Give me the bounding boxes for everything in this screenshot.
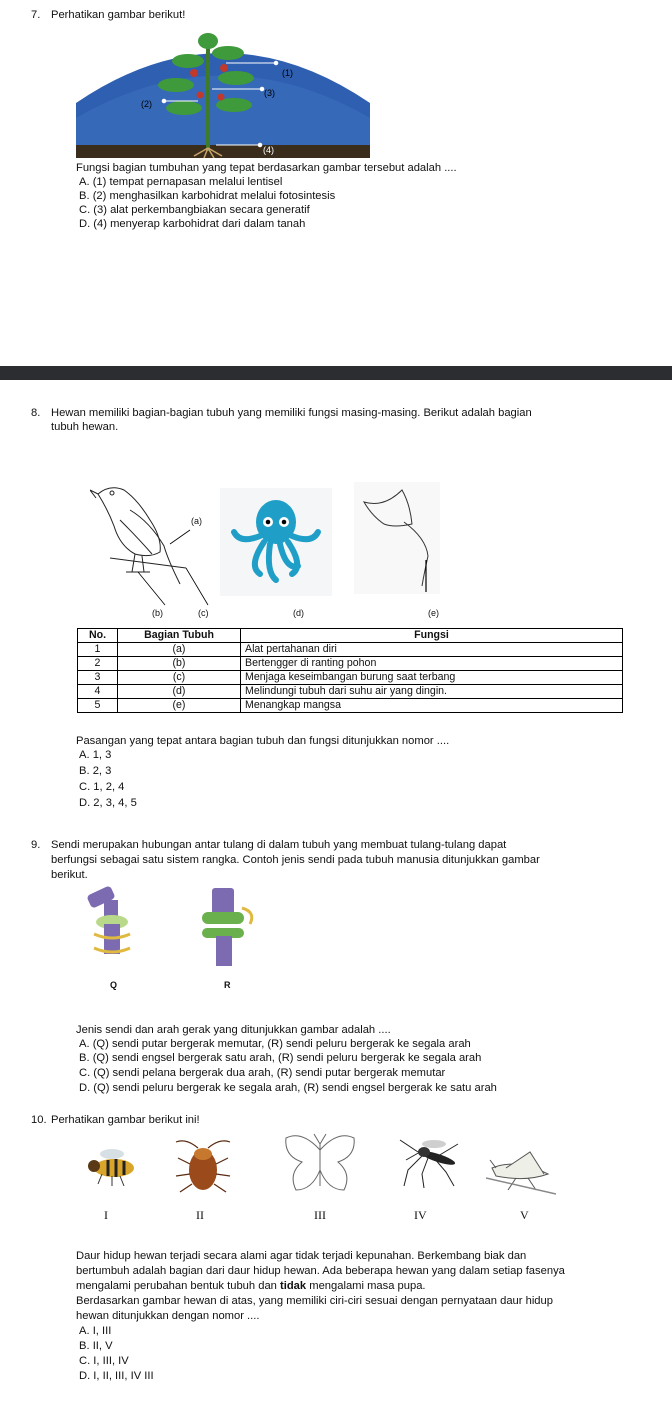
fig8-label-b: (b)	[152, 608, 163, 618]
q8-question: Pasangan yang tepat antara bagian tubuh dan fungsi ditunjukkan nomor ....	[76, 735, 450, 747]
table-cell: 4	[78, 685, 118, 699]
q9-number: 9.	[31, 839, 41, 851]
q10-para1-line3	[76, 1279, 426, 1293]
cockroach-figure	[170, 1136, 236, 1196]
q9-option-b[interactable]: B. (Q) sendi engsel bergerak satu arah, (R) sendi peluru bergerak ke segala arah	[79, 1052, 482, 1064]
q7-option-c[interactable]: C. (3) alat perkembangbiakan secara generatif	[79, 204, 310, 216]
fig8-label-a: (a)	[191, 516, 202, 526]
q7-option-d[interactable]: D. (4) menyerap karbohidrat dari dalam tanah	[79, 218, 306, 230]
grasshopper-figure	[486, 1138, 556, 1196]
label-4: (4)	[263, 145, 274, 155]
table-cell: Melindungi tubuh dari suhu air yang dingin.	[241, 685, 623, 699]
table-header-fungsi: Fungsi	[241, 629, 623, 643]
table-cell: Menjaga keseimbangan burung saat terbang	[241, 671, 623, 685]
table-row	[78, 657, 623, 671]
q8-intro-line2: tubuh hewan.	[51, 421, 119, 433]
fig8-label-d: (d)	[293, 608, 304, 618]
q9-option-a[interactable]: A. (Q) sendi putar bergerak memutar, (R) sendi peluru bergerak ke segala arah	[79, 1038, 471, 1050]
q7-intro: Perhatikan gambar berikut!	[51, 9, 186, 21]
fig10-label-2: II	[196, 1208, 204, 1222]
table-header-bagian: Bagian Tubuh	[118, 629, 241, 643]
q8-number: 8.	[31, 407, 41, 419]
table-cell: 5	[78, 699, 118, 713]
label-1: (1)	[282, 68, 293, 78]
q10-para1-line3-post: mengalami masa pupa.	[306, 1280, 426, 1292]
fungsi-table	[77, 628, 623, 713]
q8-intro-line1: Hewan memiliki bagian-bagian tubuh yang memiliki fungsi masing-masing. Berikut adalah bagian	[51, 407, 532, 419]
q10-para1-line1: Daur hidup hewan terjadi secara alami agar tidak terjadi kepunahan. Berkembang biak dan	[76, 1250, 527, 1262]
fig10-label-4: IV	[414, 1208, 427, 1222]
q10-para2-line1: Berdasarkan gambar hewan di atas, yang memiliki ciri-ciri sesuai dengan pernyataan daur hidup	[76, 1295, 553, 1307]
q8-option-c[interactable]: C. 1, 2, 4	[79, 781, 125, 793]
q10-option-b[interactable]: B. II, V	[79, 1340, 113, 1352]
q10-option-a[interactable]: A. I, III	[79, 1325, 112, 1337]
fig8-label-c: (c)	[198, 608, 209, 618]
table-cell: 2	[78, 657, 118, 671]
q8-option-d[interactable]: D. 2, 3, 4, 5	[79, 797, 137, 809]
q10-para1-line3-pre: mengalami perubahan bentuk tubuh dan	[76, 1280, 281, 1292]
q7-option-a[interactable]: A. (1) tempat pernapasan melalui lentisel	[79, 176, 283, 188]
table-header-no: No.	[78, 629, 118, 643]
q9-option-d[interactable]: D. (Q) sendi peluru bergerak ke segala arah, (R) sendi engsel bergerak ke satu arah	[79, 1082, 497, 1094]
butterfly-figure	[282, 1130, 358, 1198]
mosquito-figure	[398, 1130, 464, 1190]
q10-para1-line2: bertumbuh adalah bagian dari daur hidup hewan. Ada beberapa hewan yang dalam setiap fasenya	[76, 1265, 565, 1277]
fig10-label-3: III	[314, 1208, 326, 1222]
table-row	[78, 685, 623, 699]
q9-intro-line3: berikut.	[51, 869, 88, 881]
q9-intro-line2: berfungsi sebagai satu sistem rangka. Contoh jenis sendi pada tubuh manusia ditunjukkan gambar	[51, 854, 540, 866]
stingray-figure	[354, 482, 440, 594]
table-cell: 3	[78, 671, 118, 685]
table-cell: Menangkap mangsa	[241, 699, 623, 713]
pivot-joint-figure	[82, 884, 142, 970]
q10-number: 10.	[31, 1114, 47, 1126]
table-row	[78, 643, 623, 657]
table-cell: (e)	[118, 699, 241, 713]
table-cell: Bertengger di ranting pohon	[241, 657, 623, 671]
q7-number: 7.	[31, 9, 41, 21]
q10-intro: Perhatikan gambar berikut ini!	[51, 1114, 200, 1126]
table-row	[78, 699, 623, 713]
fig9-label-r: R	[224, 980, 231, 990]
fig8-label-e: (e)	[428, 608, 439, 618]
fig9-label-q: Q	[110, 980, 118, 990]
q10-para1-line3-bold: tidak	[280, 1280, 307, 1292]
table-header-row	[78, 629, 623, 643]
octopus-figure	[220, 488, 332, 596]
section-divider	[0, 366, 672, 380]
q9-intro-line1: Sendi merupakan hubungan antar tulang di dalam tubuh yang membuat tulang-tulang dapat	[51, 839, 507, 851]
table-cell: (c)	[118, 671, 241, 685]
table-cell: 1	[78, 643, 118, 657]
q7-question: Fungsi bagian tumbuhan yang tepat berdasarkan gambar tersebut adalah ....	[76, 162, 457, 174]
bird-figure	[90, 480, 215, 615]
hinge-joint-figure	[192, 884, 262, 970]
q10-option-d[interactable]: D. I, II, III, IV III	[79, 1370, 154, 1382]
q7-option-b[interactable]: B. (2) menghasilkan karbohidrat melalui fotosintesis	[79, 190, 336, 202]
q10-para2-line2: hewan ditunjukkan dengan nomor ....	[76, 1310, 260, 1322]
bee-figure	[82, 1140, 148, 1190]
plant-figure	[76, 23, 370, 158]
q9-option-c[interactable]: C. (Q) sendi pelana bergerak dua arah, (R) sendi putar bergerak memutar	[79, 1067, 446, 1079]
q8-option-b[interactable]: B. 2, 3	[79, 765, 112, 777]
table-cell: (b)	[118, 657, 241, 671]
label-2: (2)	[141, 99, 152, 109]
q9-question: Jenis sendi dan arah gerak yang ditunjukkan gambar adalah ....	[76, 1024, 391, 1036]
q8-option-a[interactable]: A. 1, 3	[79, 749, 112, 761]
label-3: (3)	[264, 88, 275, 98]
fig10-label-5: V	[520, 1208, 529, 1222]
table-cell: Alat pertahanan diri	[241, 643, 623, 657]
table-cell: (a)	[118, 643, 241, 657]
table-cell: (d)	[118, 685, 241, 699]
q10-option-c[interactable]: C. I, III, IV	[79, 1355, 129, 1367]
table-row	[78, 671, 623, 685]
fig10-label-1: I	[104, 1208, 108, 1222]
